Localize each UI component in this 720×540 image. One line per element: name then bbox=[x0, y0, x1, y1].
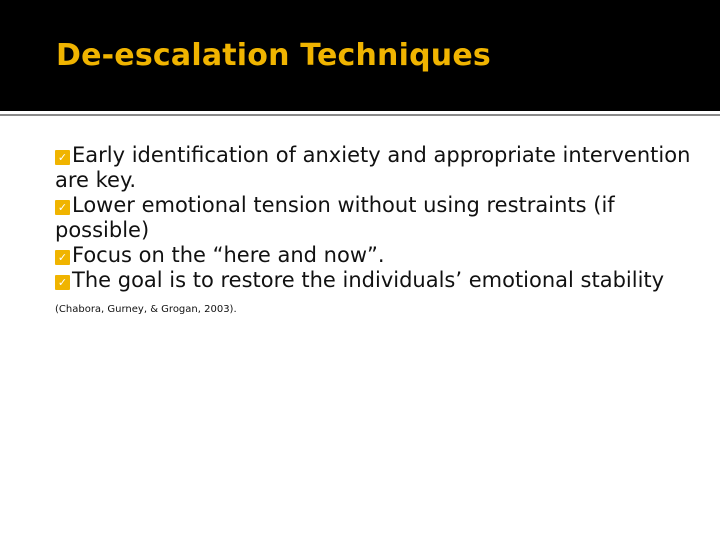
bullet-item bbox=[55, 243, 695, 268]
bullet-text: Lower emotional tension without using restraints (if possible) bbox=[55, 193, 615, 242]
slide-title: De-escalation Techniques bbox=[56, 38, 491, 73]
box-bullet-icon: ✓ bbox=[55, 150, 70, 165]
bullet-text: Focus on the “here and now”. bbox=[72, 243, 385, 267]
bullet-text: The goal is to restore the individuals’ emotional stability bbox=[72, 268, 665, 292]
bullet-item bbox=[55, 143, 695, 193]
bullet-list bbox=[55, 143, 695, 322]
box-bullet-icon: ✓ bbox=[55, 250, 70, 265]
bullet-item bbox=[55, 193, 695, 243]
bullet-item bbox=[55, 268, 695, 322]
citation: (Chabora, Gurney, & Grogan, 2003). bbox=[55, 304, 237, 315]
divider-line bbox=[0, 114, 720, 116]
box-bullet-icon: ✓ bbox=[55, 200, 70, 215]
bullet-text: Early identification of anxiety and appropriate intervention are key. bbox=[55, 143, 691, 192]
box-bullet-icon: ✓ bbox=[55, 275, 70, 290]
